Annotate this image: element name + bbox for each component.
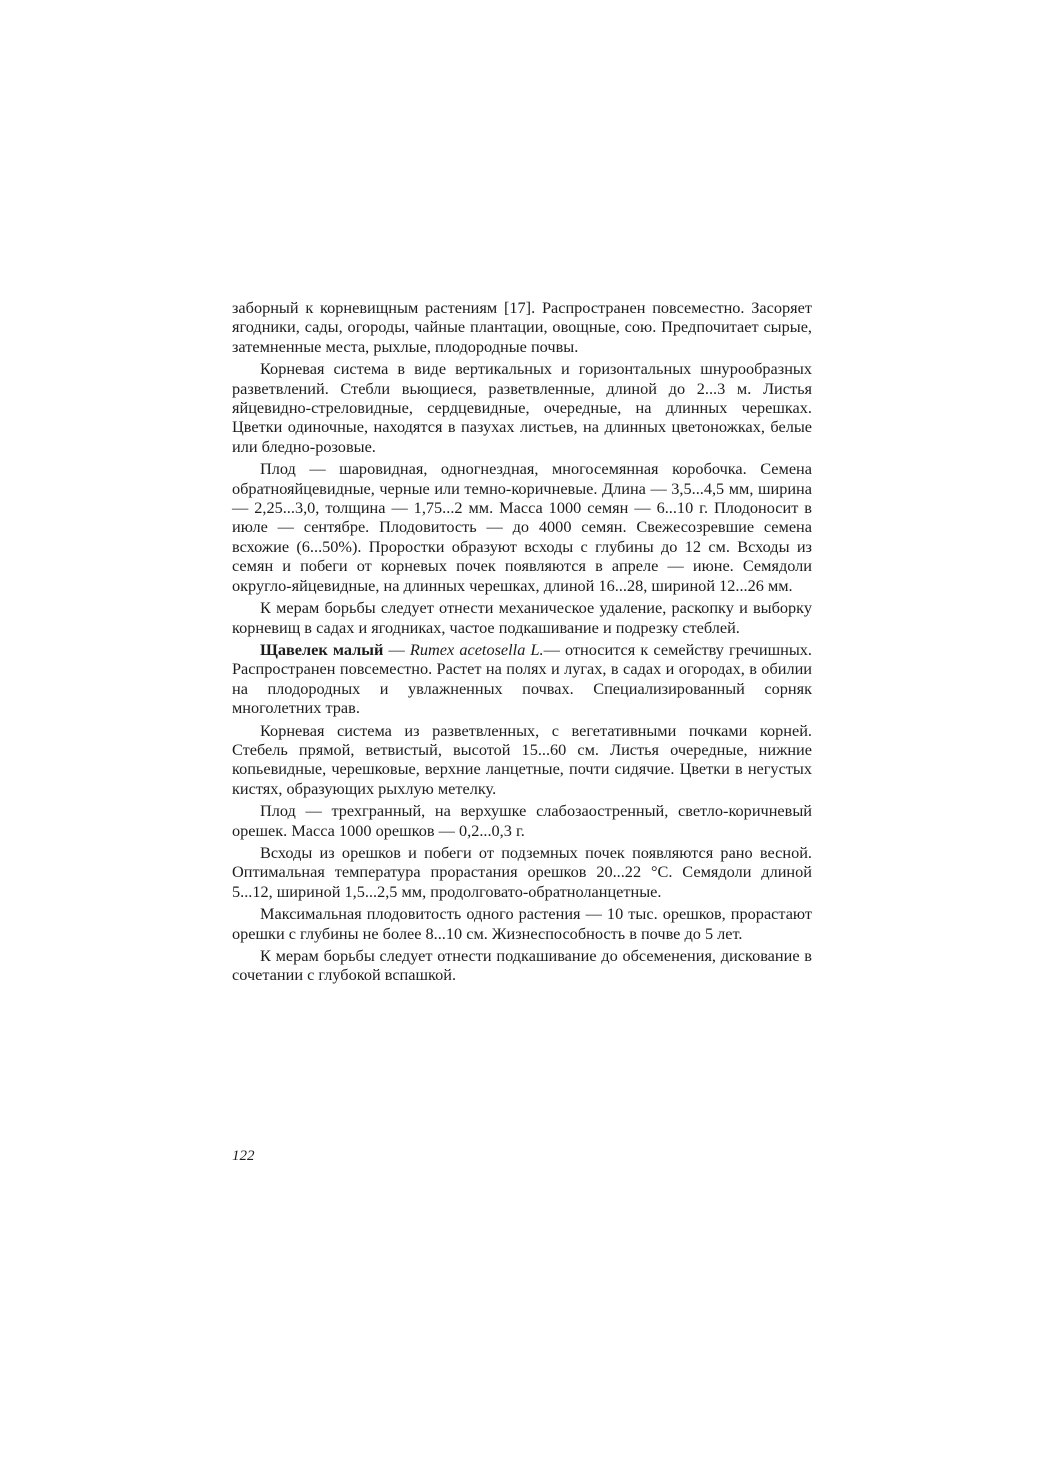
paragraph-9: Максимальная плодовитость одного растения — 10 тыс. орешков, прорастают орешки с глубины не более 8...10 см. Жизнеспособность в почве до 5 лет. <box>232 904 812 943</box>
species-latin-name: Rumex acetosella L. <box>409 639 544 659</box>
species-dash: — <box>383 639 410 659</box>
species-description: — относится к семейству гречишных. Распространен повсеместно. Растет на полях и лугах, в садах и огородах, в обилии на плодородных и увлажненных почвах. Специализированный сорняк многолетних трав. <box>232 639 812 718</box>
paragraph-7: Плод — трехгранный, на верхушке слабозаостренный, светло-коричневый орешек. Масса 1000 орешков — 0,2...0,3 г. <box>232 801 812 840</box>
page-number: 122 <box>232 1148 255 1164</box>
paragraph-5 <box>232 640 812 718</box>
body-text <box>232 298 812 988</box>
species-name: Щавелек малый <box>260 639 384 659</box>
paragraph-4: К мерам борьбы следует отнести механическое удаление, раскопку и выборку корневищ в садах и ягодниках, частое подкашивание и подрезку стеблей. <box>232 598 812 637</box>
paragraph-3: Плод — шаровидная, одногнездная, многосемянная коробочка. Семена обратнояйцевидные, черные или темно-коричневые. Длина — 3,5...4,5 мм, ширина — 2,25...3,0, толщина — 1,75...2 мм. Масса 1000 семян — 6...10 г. Плодоносит в июле — сентябре. Плодовитость — до 4000 семян. Свежесозревшие семена всхожие (6...50%). Проростки образуют всходы с глубины до 12 см. Всходы из семян и побеги от корневых почек появляются в апреле — июне. Семядоли округло-яйцевидные, на длинных черешках, длиной 16...28, шириной 12...26 мм. <box>232 459 812 595</box>
paragraph-2: Корневая система в виде вертикальных и горизонтальных шнурообразных разветвлений. Стебли вьющиеся, разветвленные, длиной до 2...3 м. Листья яйцевидно-стреловидные, сердцевидные, очередные, на длинных черешках. Цветки одиночные, находятся в пазухах листьев, на длинных цветоножках, белые или бледно-розовые. <box>232 359 812 456</box>
paragraph-10: К мерам борьбы следует отнести подкашивание до обсеменения, дискование в сочетании с глубокой вспашкой. <box>232 946 812 985</box>
paragraph-8: Всходы из орешков и побеги от подземных почек появляются рано весной. Оптимальная температура прорастания орешков 20...22 °С. Семядоли длиной 5...12, шириной 1,5...2,5 мм, продолговато-обратноланцетные. <box>232 842 812 901</box>
paragraph-6: Корневая система из разветвленных, с вегетативными почками корней. Стебель прямой, ветвистый, высотой 15...60 см. Листья очередные, нижние копьевидные, черешковые, верхние ланцетные, почти сидячие. Цветки в негустых кистях, образующих рыхлую метелку. <box>232 720 812 798</box>
paragraph-1: заборный к корневищным растениям [17]. Распространен повсеместно. Засоряет ягодники, сады, огороды, чайные плантации, овощные, сою. Предпочитает сырые, затемненные места, рыхлые, плодородные почвы. <box>232 298 812 356</box>
